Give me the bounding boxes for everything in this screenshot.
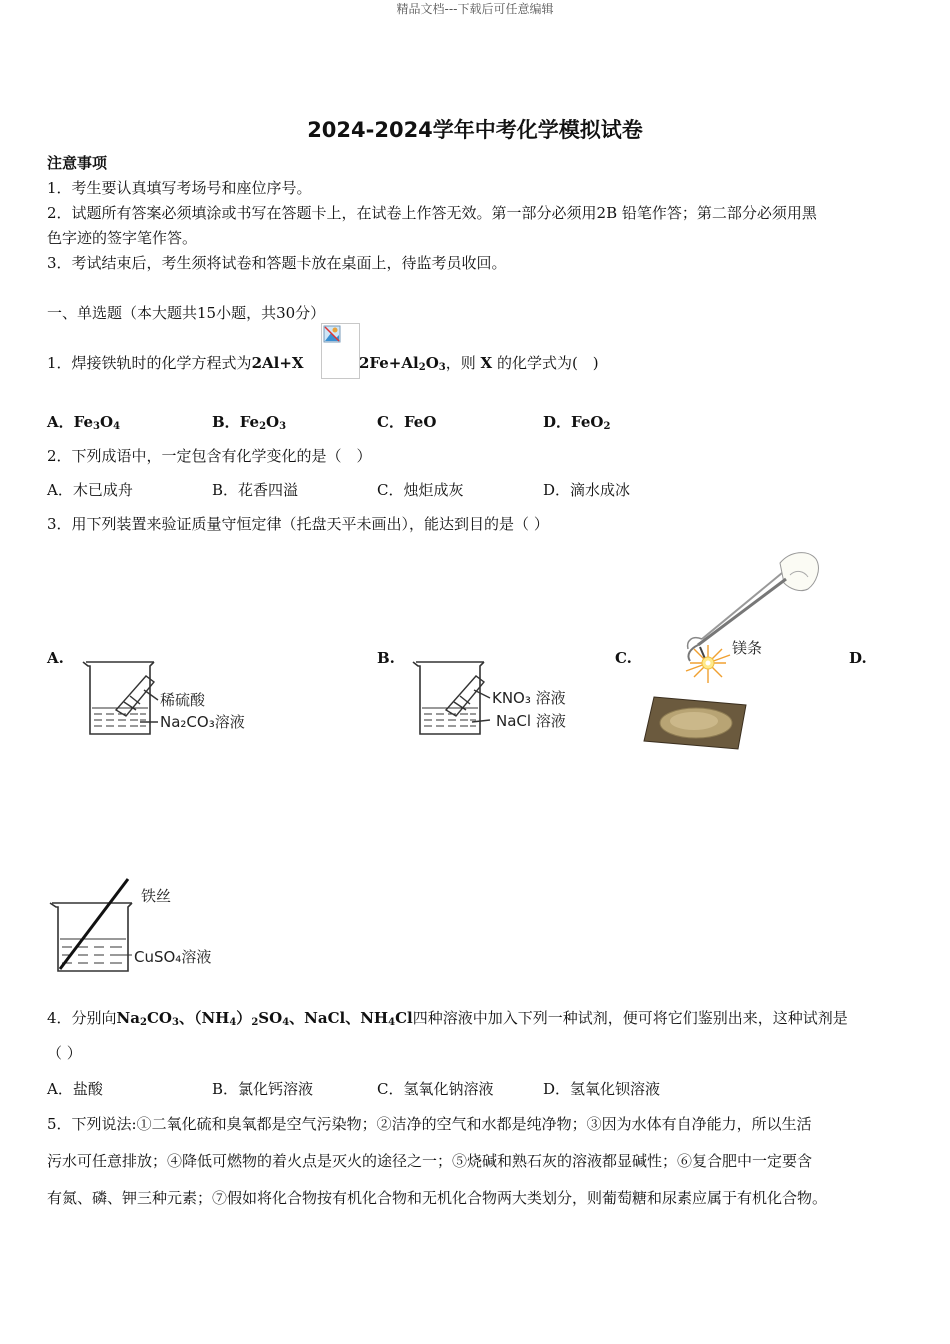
notice-item-2: 2．试题所有答案必须填涂或书写在答题卡上，在试卷上作答无效。第一部分必须用2B 铅笔作答；第二部分必须用黑 <box>47 204 817 222</box>
q1-text-a: 焊接铁轨时的化学方程式为 <box>71 354 252 372</box>
q2-option-a: A．木已成舟 <box>47 481 133 499</box>
question-5-line-2: 污水可任意排放；④降低可燃物的着火点是灭火的途径之一；⑤烧碱和熟石灰的溶液都显碱性；⑥复合肥中一定要含 <box>47 1152 813 1170</box>
figure-c-label: 镁条 <box>732 639 763 657</box>
section-heading: 一、单选题（本大题共15小题，共30分） <box>47 304 326 322</box>
exam-title: 2024-2024学年中考化学模拟试卷 <box>307 118 643 142</box>
q1-option-d: D．FeO$_2$ <box>543 413 611 432</box>
q3-option-d-letter: D. <box>849 649 867 667</box>
figure-b-label-2: NaCl 溶液 <box>496 712 566 730</box>
q3-option-c-letter: C. <box>615 649 632 667</box>
question-5-line-1: 5．下列说法:①二氧化硫和臭氧都是空气污染物；②洁净的空气和水都是纯净物；③因为水体有自净能力，所以生活 <box>47 1115 812 1133</box>
q2-option-b: B．花香四溢 <box>212 481 299 499</box>
figure-d-label-2: CuSO₄溶液 <box>134 948 212 966</box>
figure-d-beaker <box>48 875 238 980</box>
question-2: 2．下列成语中，一定包含有化学变化的是（ ） <box>47 447 372 465</box>
q1-x: X <box>480 354 493 372</box>
broken-image-icon <box>321 323 360 379</box>
figure-b-beaker <box>410 652 590 742</box>
notice-item-2-cont: 色字迹的签字笔作答。 <box>47 229 198 247</box>
q1-number: 1． <box>47 354 72 372</box>
question-1-rest <box>359 352 599 373</box>
q1-eq-left: 2Al+X <box>251 354 304 372</box>
q3-option-a-letter: A. <box>47 649 64 667</box>
question-5-line-3: 有氮、磷、钾三种元素；⑦假如将化合物按有机化合物和无机化合物两大类划分，则葡萄糖和尿素应属于有机化合物。 <box>47 1189 828 1207</box>
question-1 <box>47 352 304 373</box>
figure-a-label-1: 稀硫酸 <box>160 691 206 709</box>
q1-eq-right: $2Fe+Al_2O_3$ <box>359 354 446 373</box>
q1-option-b: B．$Fe_2O_3$ <box>212 413 287 432</box>
q2-option-c: C．烛炬成灰 <box>377 481 464 499</box>
q1-option-c: C．FeO <box>377 413 437 431</box>
q1-text-b: ，则 <box>445 354 476 372</box>
q2-option-d: D．滴水成冰 <box>543 481 631 499</box>
q4-option-b: B．氯化钙溶液 <box>212 1080 314 1098</box>
q3-option-b-letter: B. <box>377 649 395 667</box>
question-3: 3．用下列装置来验证质量守恒定律（托盘天平未画出），能达到目的是（ ） <box>47 515 549 533</box>
figure-c-magnesium-burning <box>640 545 820 755</box>
q1-option-a: A．$Fe_3O_4$ <box>47 413 121 432</box>
q1-text-c: 的化学式为( ) <box>496 354 599 372</box>
figure-a-beaker <box>80 652 260 742</box>
q4-option-d: D．氢氧化钡溶液 <box>543 1080 661 1098</box>
q4-option-c: C．氢氧化钠溶液 <box>377 1080 494 1098</box>
notice-heading: 注意事项 <box>47 154 108 172</box>
figure-d-label-1: 铁丝 <box>141 887 172 905</box>
q4-option-a: A．盐酸 <box>47 1080 103 1098</box>
question-4: 4．分别向$Na_2CO_3$、$(NH_4)_2SO_4$、NaCl、$NH_4Cl$四种溶液中加入下列一种试剂，便可将它们鉴别出来，这种试剂是 <box>47 1009 848 1028</box>
notice-item-3: 3．考试结束后，考生须将试卷和答题卡放在桌面上，待监考员收回。 <box>47 254 507 272</box>
question-4-cont: （ ） <box>47 1044 82 1062</box>
page-header: 精品文档---下载后可任意编辑 <box>396 2 554 16</box>
figure-b-label-1: KNO₃ 溶液 <box>492 689 566 707</box>
notice-item-1: 1．考生要认真填写考场号和座位序号。 <box>47 179 312 197</box>
figure-a-label-2: Na₂CO₃溶液 <box>160 713 245 731</box>
